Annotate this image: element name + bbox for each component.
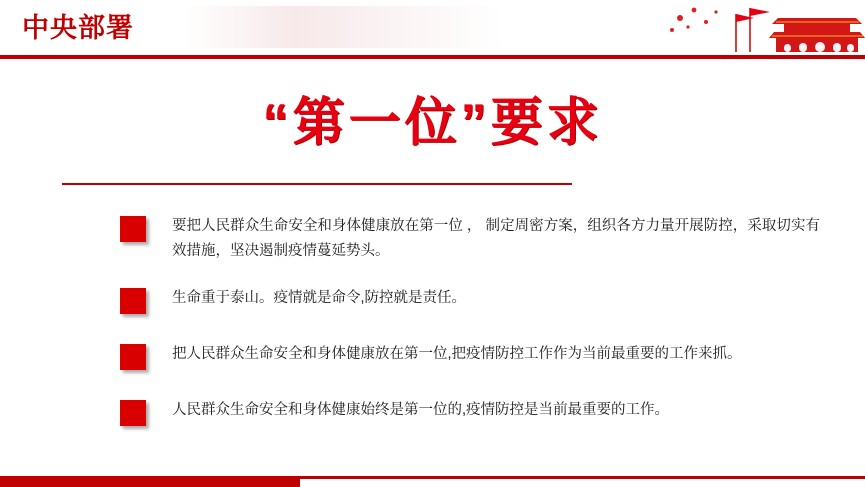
header-title: 中央部署 xyxy=(22,13,134,43)
red-square-bullet-icon xyxy=(120,400,146,426)
red-square-bullet-icon xyxy=(120,216,146,242)
list-item-text: 要把人民群众生命安全和身体健康放在第一位 ， 制定周密方案，组织各方力量开展防控，采取切实有效措施，坚决遏制疫情蔓延势头。 xyxy=(172,218,820,259)
red-square-bullet-icon xyxy=(120,288,146,314)
header-divider xyxy=(0,55,865,59)
tiananmen-emblem xyxy=(650,0,865,56)
list-spacer xyxy=(120,314,820,342)
list-spacer xyxy=(120,370,820,398)
title-underline xyxy=(62,183,572,185)
page-title: “第一位”要求 xyxy=(262,94,603,152)
title-block xyxy=(0,92,865,154)
list-item xyxy=(120,342,820,370)
list-item-text: 把人民群众生命安全和身体健康放在第一位,把疫情防控工作作为当前最重要的工作来抓。 xyxy=(172,346,742,362)
list-spacer xyxy=(120,264,820,286)
red-square-bullet-icon xyxy=(120,344,146,370)
list-item xyxy=(120,398,820,426)
bullet-list xyxy=(120,214,820,426)
footer-accent-bar xyxy=(0,479,300,487)
list-item-text: 人民群众生命安全和身体健康始终是第一位的,疫情防控是当前最重要的工作。 xyxy=(172,402,670,418)
list-item xyxy=(120,286,820,314)
list-item xyxy=(120,214,820,264)
slide-header xyxy=(0,0,865,62)
list-item-text: 生命重于泰山。疫情就是命令,防控就是责任。 xyxy=(172,290,467,306)
